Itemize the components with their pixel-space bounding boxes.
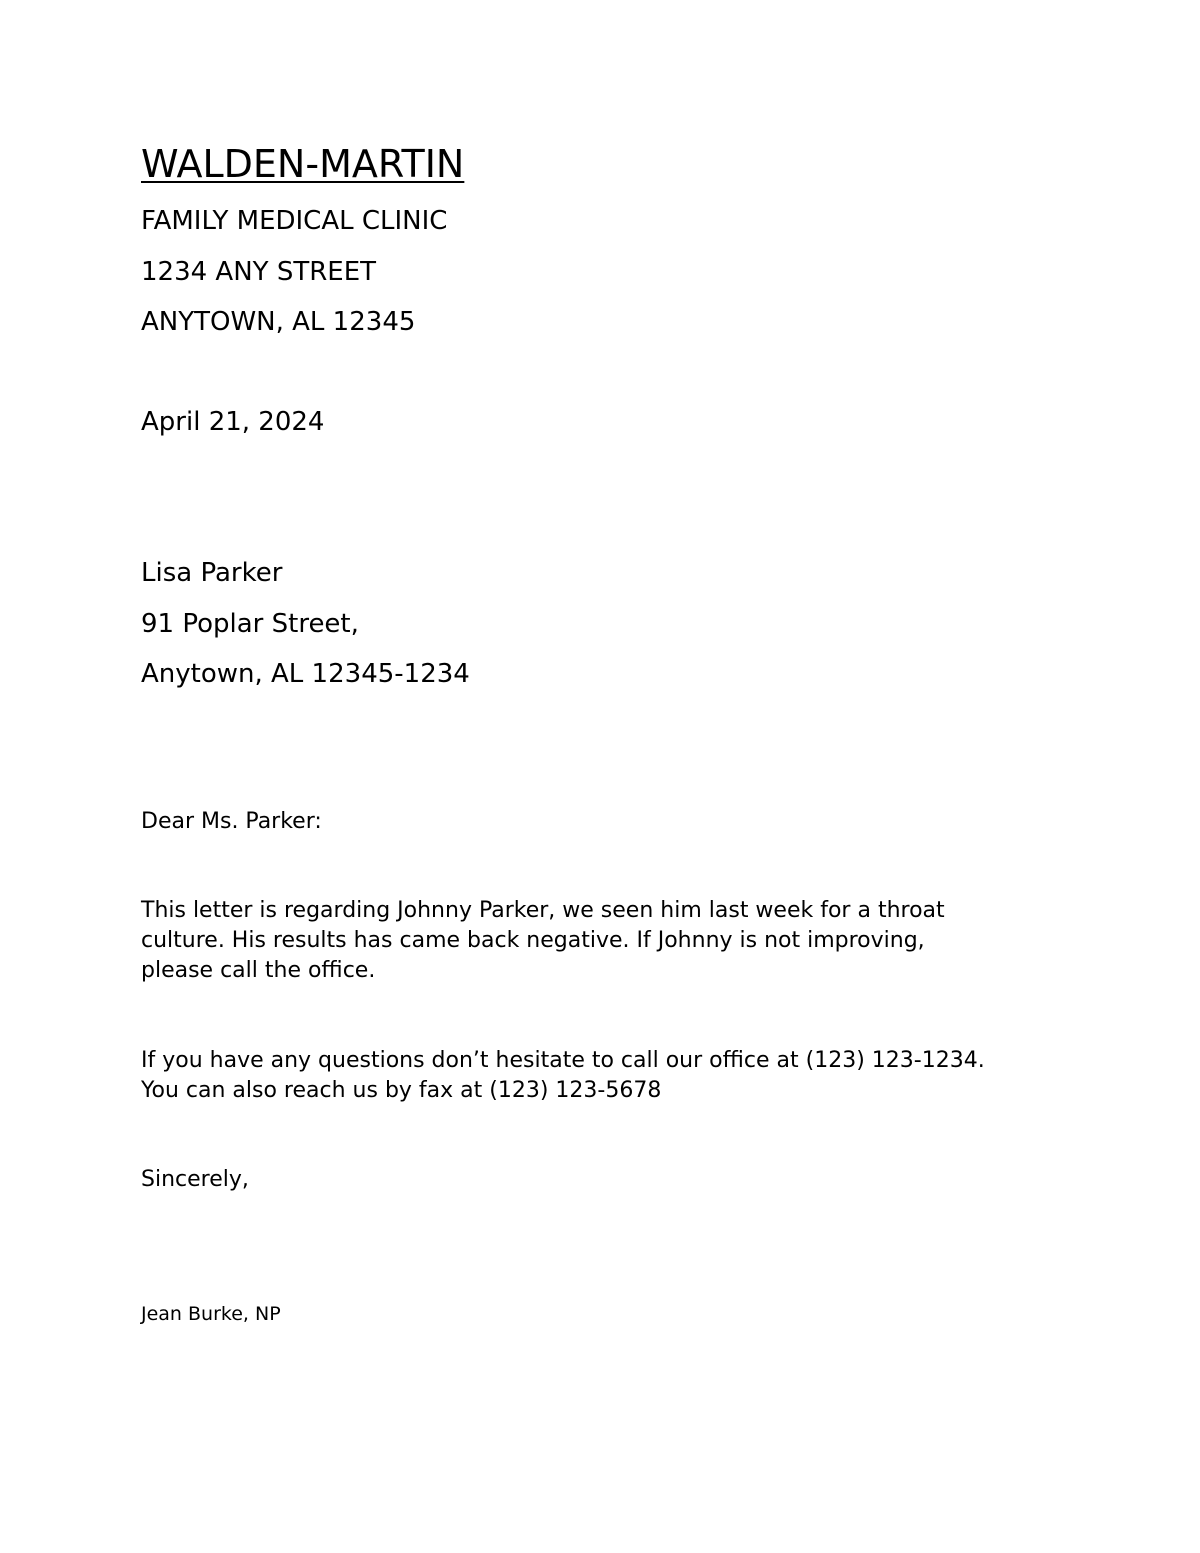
clinic-subtitle: FAMILY MEDICAL CLINIC [141,206,448,236]
body-paragraph-1-line: please call the office. [141,958,376,983]
body-paragraph-1-line: This letter is regarding Johnny Parker, we seen him last week for a throat [141,898,945,923]
salutation: Dear Ms. Parker: [141,809,322,834]
recipient-street: 91 Poplar Street, [141,609,359,639]
body-paragraph-2 [141,1046,1101,1106]
body-paragraph-2-line: If you have any questions don’t hesitate to call our office at (123) 123-1234. [141,1048,985,1073]
recipient-city-state-zip: Anytown, AL 12345-1234 [141,659,470,689]
body-paragraph-1-line: culture. His results has came back negative. If Johnny is not improving, [141,928,925,953]
letter-date: April 21, 2024 [141,407,325,437]
body-paragraph-2-line: You can also reach us by fax at (123) 123-5678 [141,1078,662,1103]
clinic-city-state-zip: ANYTOWN, AL 12345 [141,307,416,337]
clinic-name: WALDEN-MARTIN [141,142,465,186]
closing: Sincerely, [141,1167,249,1192]
recipient-name: Lisa Parker [141,558,283,588]
signature-name: Jean Burke, NP [141,1303,281,1325]
body-paragraph-1 [141,896,1101,986]
clinic-street: 1234 ANY STREET [141,257,377,287]
